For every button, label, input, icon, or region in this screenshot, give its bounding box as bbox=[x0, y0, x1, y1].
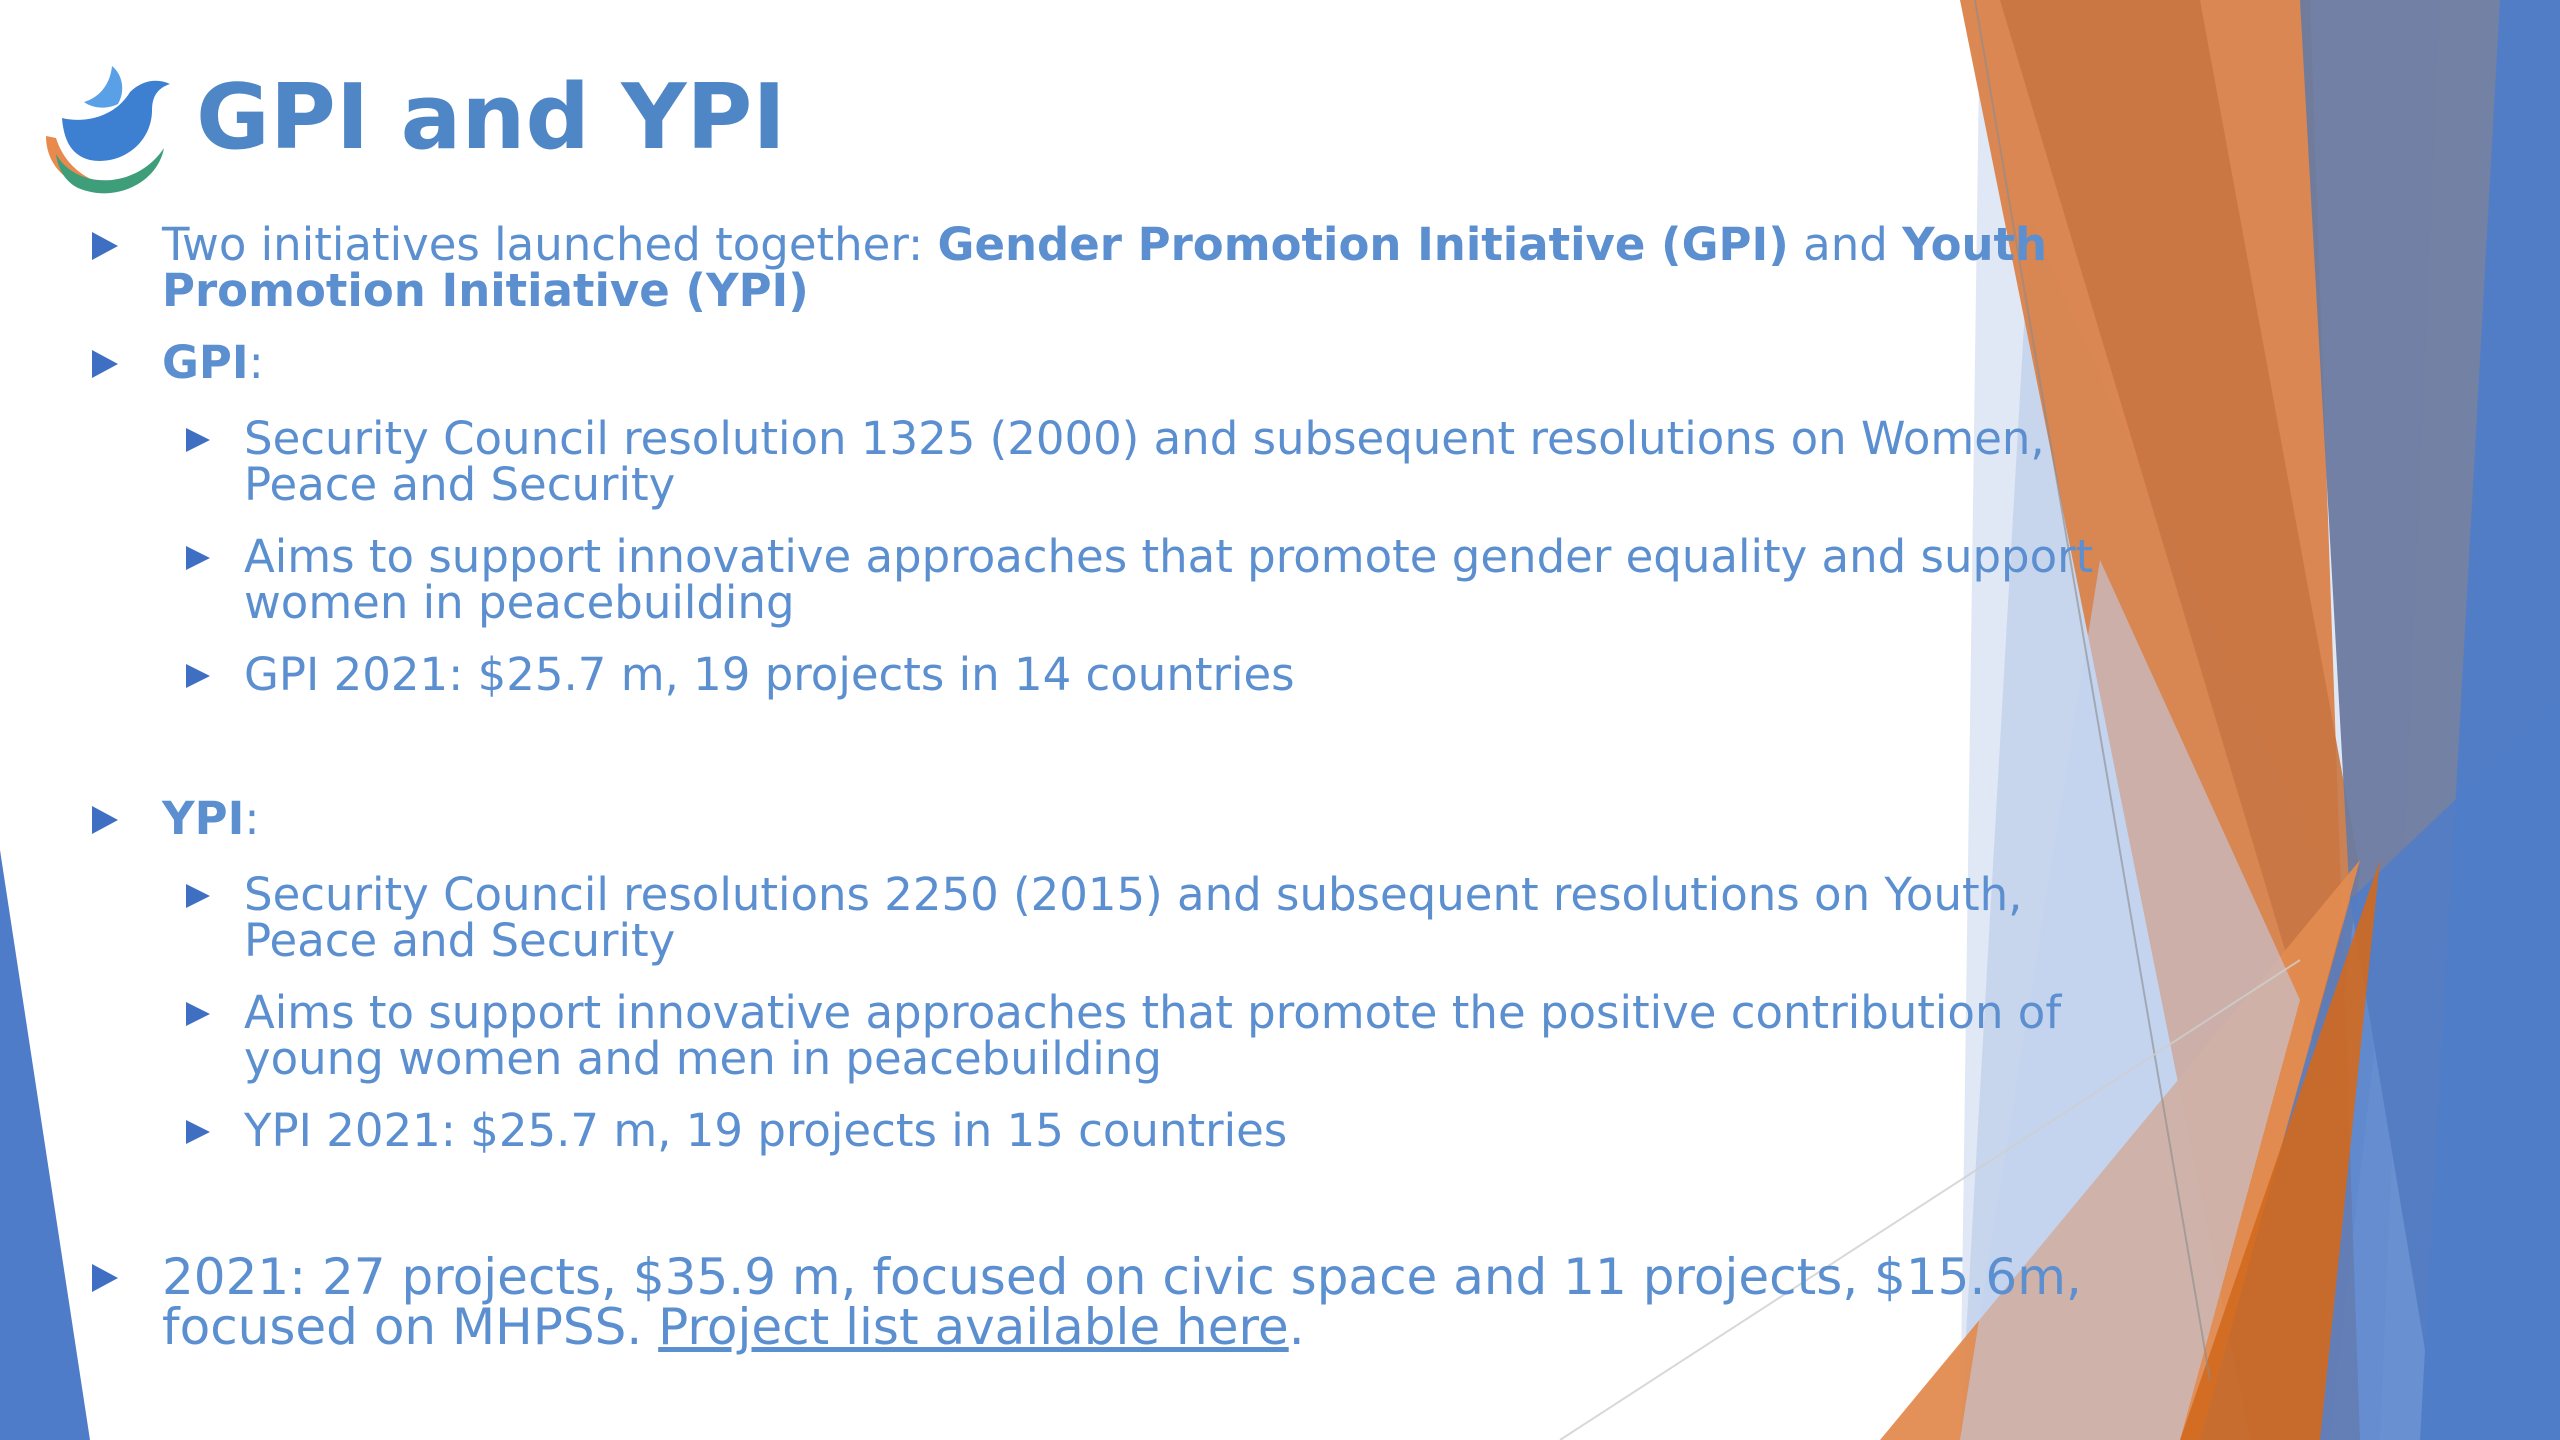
ypi-colon: : bbox=[244, 792, 260, 845]
summary-text: 2021: 27 projects, $35.9 m, focused on civic space and 11 projects, $15.6m, focused on MHPSS. bbox=[162, 1248, 2082, 1356]
dove-icon bbox=[26, 58, 174, 200]
gpi-colon: : bbox=[248, 336, 264, 389]
ypi-label: YPI bbox=[162, 792, 245, 845]
bullet-ypi-heading bbox=[88, 792, 2082, 845]
summary-end: . bbox=[1288, 1298, 1305, 1356]
bullet-intro bbox=[88, 218, 2082, 317]
gpi-label: GPI bbox=[162, 336, 249, 389]
slide-title: GPI and YPI bbox=[196, 65, 786, 170]
gpi-item: Security Council resolution 1325 (2000) and subsequent resolutions on Women, Peace and Security bbox=[184, 416, 2164, 508]
bullet-summary bbox=[88, 1248, 2082, 1356]
ypi-item: Security Council resolutions 2250 (2015) and subsequent resolutions on Youth, Peace and Security bbox=[184, 872, 2164, 964]
ypi-name: Youth Promotion Initiative (YPI) bbox=[162, 218, 2048, 317]
intro-joiner: and bbox=[1788, 218, 1903, 271]
gpi-name: Gender Promotion Initiative (GPI) bbox=[937, 218, 1789, 271]
gpi-item: GPI 2021: $25.7 m, 19 projects in 14 countries bbox=[184, 652, 2164, 698]
intro-lead: Two initiatives launched together: bbox=[162, 218, 938, 271]
gpi-item: Aims to support innovative approaches that promote gender equality and support women in peacebuilding bbox=[184, 534, 2164, 626]
ypi-item: YPI 2021: $25.7 m, 19 projects in 15 countries bbox=[184, 1108, 2164, 1154]
project-list-link[interactable]: Project list available here bbox=[658, 1298, 1289, 1356]
bullet-gpi-heading bbox=[88, 336, 2082, 389]
ypi-item: Aims to support innovative approaches that promote the positive contribution of young women and men in peacebuilding bbox=[184, 990, 2164, 1082]
